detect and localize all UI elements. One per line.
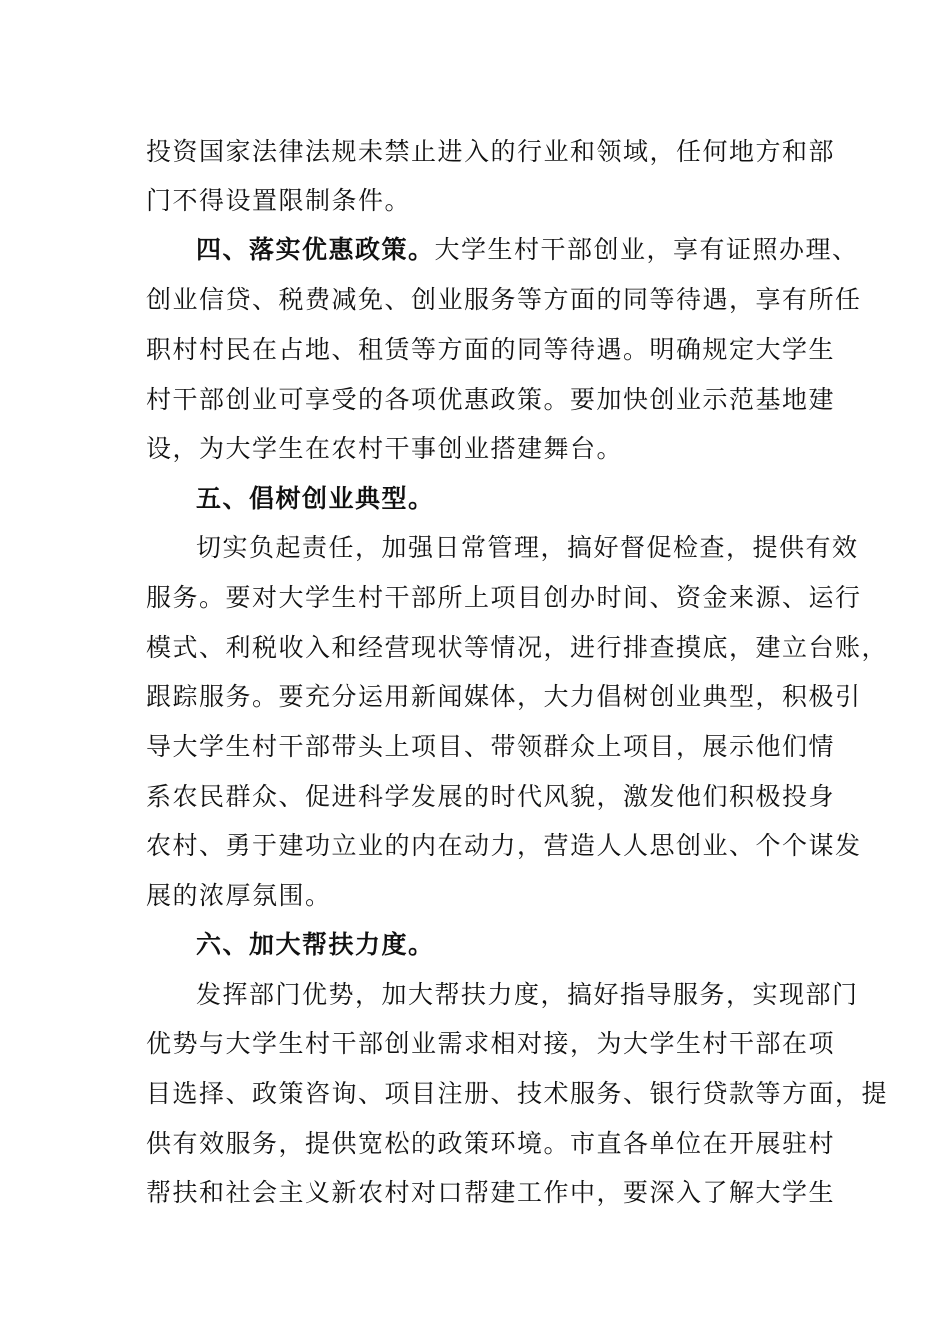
- body-text-line: 模式、利税收入和经营现状等情况，进行排查摸底，建立台账，: [146, 633, 889, 662]
- body-text-line: 系农民群众、促进科学发展的时代风貌，激发他们积极投身: [146, 782, 836, 811]
- body-text-line: 服务。要对大学生村干部所上项目创办时间、资金来源、运行: [146, 583, 862, 612]
- body-text-line: 供有效服务，提供宽松的政策环境。市直各单位在开展驻村: [146, 1129, 836, 1158]
- body-text-line: 职村村民在占地、租赁等方面的同等待遇。明确规定大学生: [146, 335, 836, 364]
- body-text-line: 投资国家法律法规未禁止进入的行业和领域，任何地方和部: [146, 137, 836, 166]
- body-text-line: 门不得设置限制条件。: [146, 186, 412, 215]
- body-text-line: 村干部创业可享受的各项优惠政策。要加快创业示范基地建: [146, 385, 836, 414]
- section-heading-5: 五、倡树创业典型。: [196, 484, 435, 513]
- body-text-line: 农村、勇于建功立业的内在动力，营造人人思创业、个个谋发: [146, 831, 862, 860]
- body-text-line: 目选择、政策咨询、项目注册、技术服务、银行贷款等方面，提: [146, 1079, 889, 1108]
- section-heading-4: 四、落实优惠政策。: [196, 235, 435, 264]
- body-text-line: 发挥部门优势，加大帮扶力度，搞好指导服务，实现部门: [196, 980, 859, 1009]
- body-text-line: 大学生村干部创业，享有证照办理、: [434, 235, 859, 264]
- body-text-line: 设，为大学生在农村干事创业搭建舞台。: [146, 434, 624, 463]
- body-text-line: 优势与大学生村干部创业需求相对接，为大学生村干部在项: [146, 1029, 836, 1058]
- body-text-line: 创业信贷、税费减免、创业服务等方面的同等待遇，享有所任: [146, 285, 862, 314]
- body-text-line: 切实负起责任，加强日常管理，搞好督促检查，提供有效: [196, 533, 859, 562]
- body-text-line: 展的浓厚氛围。: [146, 881, 332, 910]
- body-text-line: 导大学生村干部带头上项目、带领群众上项目，展示他们情: [146, 732, 836, 761]
- section-heading-6: 六、加大帮扶力度。: [196, 930, 435, 959]
- body-text-line: 跟踪服务。要充分运用新闻媒体，大力倡树创业典型，积极引: [146, 682, 862, 711]
- body-text-line: 帮扶和社会主义新农村对口帮建工作中，要深入了解大学生: [146, 1178, 836, 1207]
- section-4-line: [196, 230, 859, 270]
